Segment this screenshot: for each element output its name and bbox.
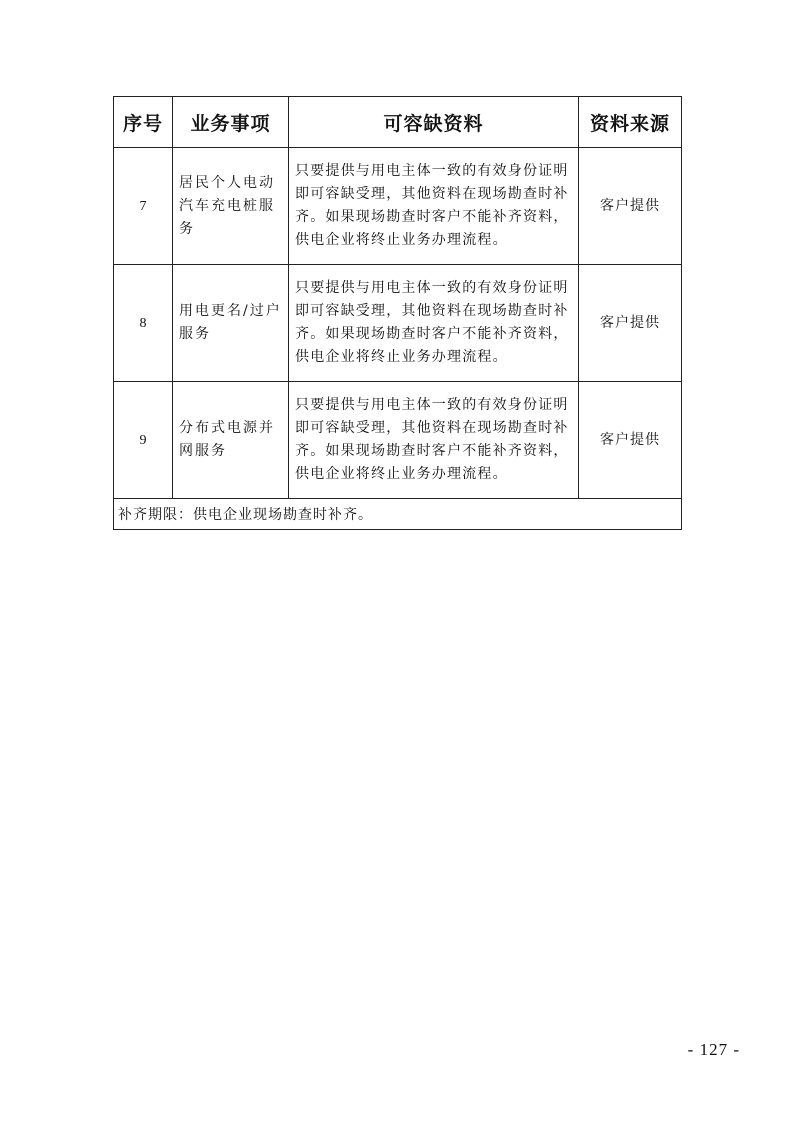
table-note-row [114,499,682,530]
header-material: 可容缺资料 [289,97,579,148]
row-item: 分布式电源并网服务 [173,382,289,499]
row-number: 9 [114,382,173,499]
header-item: 业务事项 [173,97,289,148]
header-source: 资料来源 [579,97,682,148]
row-material: 只要提供与用电主体一致的有效身份证明即可容缺受理，其他资料在现场勘查时补齐。如果现场勘查时客户不能补齐资料，供电企业将终止业务办理流程。 [289,382,579,499]
header-number: 序号 [114,97,173,148]
row-item: 居民个人电动汽车充电桩服务 [173,148,289,265]
row-source: 客户提供 [579,265,682,382]
row-source: 客户提供 [579,382,682,499]
row-number: 8 [114,265,173,382]
table-row [114,382,682,499]
service-table [113,96,682,530]
page-number: - 127 - [687,1040,740,1059]
row-material: 只要提供与用电主体一致的有效身份证明即可容缺受理，其他资料在现场勘查时补齐。如果现场勘查时客户不能补齐资料，供电企业将终止业务办理流程。 [289,265,579,382]
table-row [114,265,682,382]
table-header-row [114,97,682,148]
row-number: 7 [114,148,173,265]
row-source: 客户提供 [579,148,682,265]
table-note: 补齐期限：供电企业现场勘查时补齐。 [114,499,682,530]
row-item: 用电更名/过户服务 [173,265,289,382]
row-material: 只要提供与用电主体一致的有效身份证明即可容缺受理，其他资料在现场勘查时补齐。如果现场勘查时客户不能补齐资料，供电企业将终止业务办理流程。 [289,148,579,265]
table-row [114,148,682,265]
